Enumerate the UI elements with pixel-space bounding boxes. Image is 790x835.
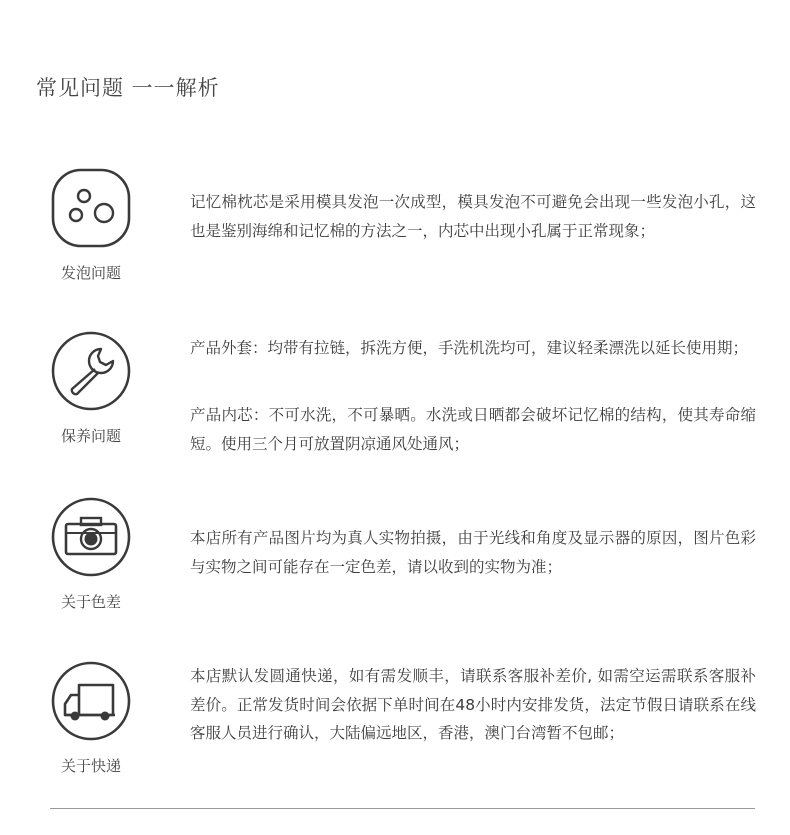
faq-label: 关于色差: [60, 593, 121, 611]
camera-icon: [51, 497, 131, 577]
faq-answer: 本店所有产品图片均为真人实物拍摄，由于光线和角度及显示器的原因，图片色彩与实物之间可能存在一定色差，请以收到的实物为准；: [190, 529, 756, 576]
faq-answer: 本店默认发圆通快递，如有需发顺丰，请联系客服补差价, 如需空运需联系客服补差价。正常发货时间会依据下单时间在48小时内安排发货，法定节假日请联系在线客服人员进行确认，大陆偏远地区，香港，澳门台湾暂不包邮；: [190, 667, 756, 742]
wrench-icon: [51, 331, 131, 411]
faq-label: 关于快递: [60, 757, 121, 775]
page-title: 常见问题 一一解析: [36, 76, 220, 100]
faq-label: 发泡问题: [60, 264, 121, 282]
bottom-divider: [50, 808, 755, 809]
faq-answer: 产品内芯：不可水洗，不可暴晒。水洗或日晒都会破坏记忆棉的结构，使其寿命缩短。使用三个月可放置阴凉通风处通风；: [190, 406, 756, 453]
faq-answer: 产品外套：均带有拉链，拆洗方便，手洗机洗均可，建议轻柔漂洗以延长使用期；: [190, 339, 749, 357]
truck-icon: [51, 661, 131, 741]
faq-answer: 记忆棉枕芯是采用模具发泡一次成型，模具发泡不可避免会出现一些发泡小孔，这也是鉴别海绵和记忆棉的方法之一，内芯中出现小孔属于正常现象；: [190, 193, 756, 240]
bubbles-icon: [51, 168, 131, 248]
faq-label: 保养问题: [60, 427, 121, 445]
